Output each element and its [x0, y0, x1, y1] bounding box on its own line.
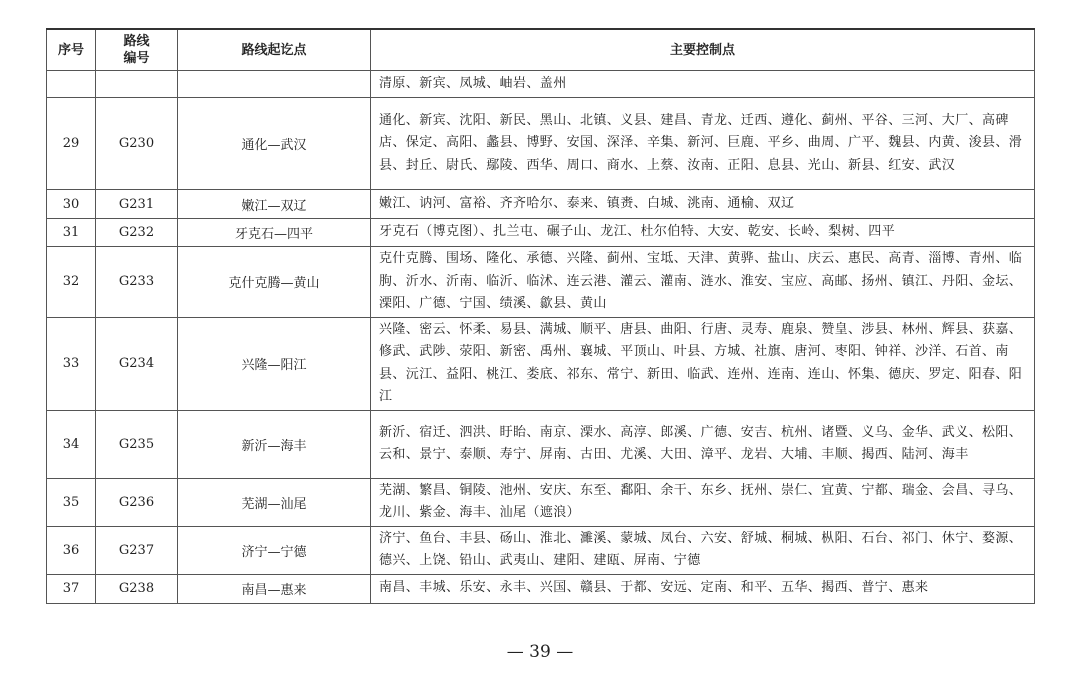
table-row: [47, 98, 1035, 190]
cell-code: G230: [96, 98, 178, 190]
cell-seq: 32: [47, 247, 96, 318]
cell-code: [96, 71, 178, 98]
cell-control-points: 克什克腾、围场、隆化、承德、兴隆、蓟州、宝坻、天津、黄骅、盐山、庆云、惠民、高青、淄博、青州、临朐、沂水、沂南、临沂、临沭、连云港、灌云、灌南、涟水、淮安、宝应、高邮、扬州、镇江、丹阳、金坛、溧阳、广德、宁国、绩溪、歙县、黄山: [371, 247, 1035, 318]
table-row: [47, 219, 1035, 247]
cell-seq: [47, 71, 96, 98]
header-route-endpoints: 路线起讫点: [178, 29, 371, 71]
cell-control-points: 嫩江、讷河、富裕、齐齐哈尔、泰来、镇赉、白城、洮南、通榆、双辽: [371, 190, 1035, 219]
cell-route: 芜湖—汕尾: [178, 478, 371, 526]
cell-seq: 34: [47, 410, 96, 478]
cell-code: G231: [96, 190, 178, 219]
cell-code: G235: [96, 410, 178, 478]
cell-route: 克什克腾—黄山: [178, 247, 371, 318]
header-route-code-line2: 编号: [123, 51, 150, 66]
header-control-points: 主要控制点: [371, 29, 1035, 71]
cell-control-points: 新沂、宿迁、泗洪、盱眙、南京、溧水、高淳、郎溪、广德、安吉、杭州、诸暨、义乌、金华、武义、松阳、云和、景宁、泰顺、寿宁、屏南、古田、尤溪、大田、漳平、龙岩、大埔、丰顺、揭西、陆河、海丰: [371, 410, 1035, 478]
cell-seq: 36: [47, 526, 96, 574]
cell-control-points: 通化、新宾、沈阳、新民、黑山、北镇、义县、建昌、青龙、迁西、遵化、蓟州、平谷、三河、大厂、高碑店、保定、高阳、蠡县、博野、安国、深泽、辛集、新河、巨鹿、平乡、曲周、广平、魏县、内黄、浚县、滑县、封丘、尉氏、鄢陵、西华、周口、商水、上蔡、汝南、正阳、息县、光山、新县、红安、武汉: [371, 98, 1035, 190]
table-header-row: [47, 29, 1035, 71]
table-row: [47, 574, 1035, 603]
cell-code: G238: [96, 574, 178, 603]
header-route-code: [96, 29, 178, 71]
document-page: [46, 28, 1034, 604]
cell-route: 济宁—宁德: [178, 526, 371, 574]
cell-code: G236: [96, 478, 178, 526]
cell-seq: 37: [47, 574, 96, 603]
cell-route: [178, 71, 371, 98]
cell-seq: 31: [47, 219, 96, 247]
table-row-continuation: [47, 71, 1035, 98]
cell-control-points: 南昌、丰城、乐安、永丰、兴国、赣县、于都、安远、定南、和平、五华、揭西、普宁、惠来: [371, 574, 1035, 603]
cell-control-points: 济宁、鱼台、丰县、砀山、淮北、濉溪、蒙城、凤台、六安、舒城、桐城、枞阳、石台、祁门、休宁、婺源、德兴、上饶、铅山、武夷山、建阳、建瓯、屏南、宁德: [371, 526, 1035, 574]
table-row: [47, 190, 1035, 219]
table-row: [47, 247, 1035, 318]
cell-route: 南昌—惠来: [178, 574, 371, 603]
cell-route: 通化—武汉: [178, 98, 371, 190]
cell-seq: 35: [47, 478, 96, 526]
cell-control-points: 清原、新宾、凤城、岫岩、盖州: [371, 71, 1035, 98]
table-row: [47, 317, 1035, 410]
table-row: [47, 410, 1035, 478]
cell-code: G237: [96, 526, 178, 574]
cell-control-points: 兴隆、密云、怀柔、易县、满城、顺平、唐县、曲阳、行唐、灵寿、鹿泉、赞皇、涉县、林州、辉县、获嘉、修武、武陟、荥阳、新密、禹州、襄城、平顶山、叶县、方城、社旗、唐河、枣阳、钟祥、沙洋、石首、南县、沅江、益阳、桃江、娄底、祁东、常宁、新田、临武、连州、连南、连山、怀集、德庆、罗定、阳春、阳江: [371, 317, 1035, 410]
cell-seq: 30: [47, 190, 96, 219]
cell-code: G233: [96, 247, 178, 318]
cell-code: G232: [96, 219, 178, 247]
cell-route: 牙克石—四平: [178, 219, 371, 247]
table-row: [47, 526, 1035, 574]
page-number: — 39 —: [506, 642, 574, 662]
cell-seq: 29: [47, 98, 96, 190]
cell-route: 兴隆—阳江: [178, 317, 371, 410]
cell-route: 新沂—海丰: [178, 410, 371, 478]
cell-control-points: 牙克石（博克图）、扎兰屯、碾子山、龙江、杜尔伯特、大安、乾安、长岭、梨树、四平: [371, 219, 1035, 247]
table-row: [47, 478, 1035, 526]
cell-control-points: 芜湖、繁昌、铜陵、池州、安庆、东至、鄱阳、余干、东乡、抚州、崇仁、宜黄、宁都、瑞金、会昌、寻乌、龙川、紫金、海丰、汕尾（遮浪）: [371, 478, 1035, 526]
cell-code: G234: [96, 317, 178, 410]
cell-route: 嫩江—双辽: [178, 190, 371, 219]
header-route-code-line1: 路线: [123, 34, 150, 49]
route-table: [46, 28, 1035, 604]
header-seq: 序号: [47, 29, 96, 71]
cell-seq: 33: [47, 317, 96, 410]
